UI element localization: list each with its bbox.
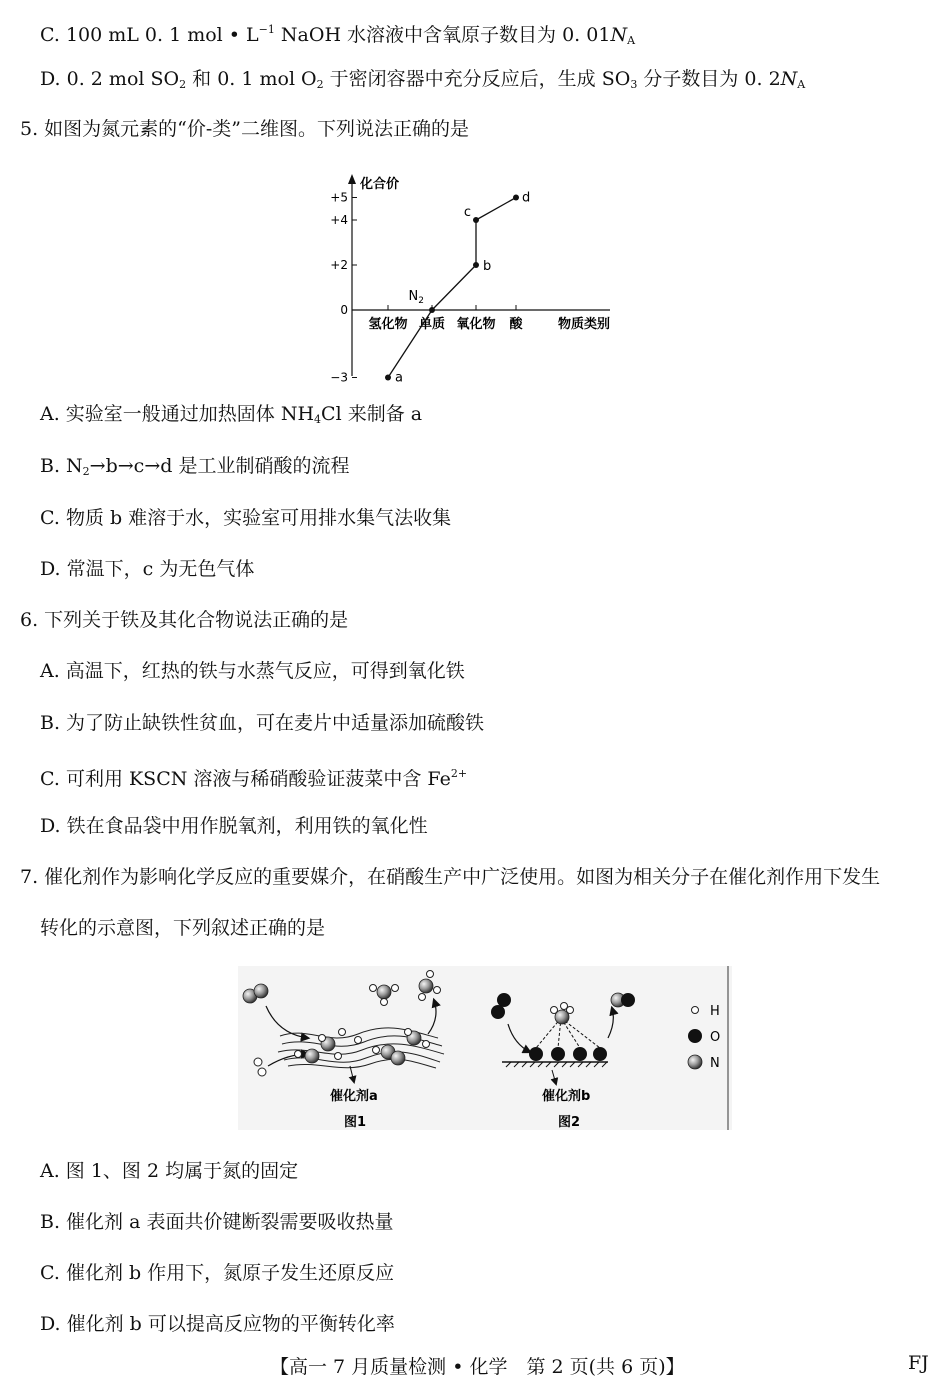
h-atom (295, 1051, 302, 1058)
y-tick-label: +5 (330, 190, 348, 205)
q6-option-b: B. 为了防止缺铁性贫血，可在麦片中适量添加硫酸铁 (40, 712, 485, 734)
no-o-atom (621, 993, 635, 1007)
q5-option-d: D. 常温下，c 为无色气体 (40, 558, 255, 580)
data-point (385, 375, 391, 381)
h-atom (373, 1047, 380, 1054)
h-atom (392, 985, 399, 992)
x-tick-label: 酸 (509, 317, 523, 332)
q4-option-c: C. 100 mL 0. 1 mol • $L^{-1}$ NaOH 水溶液中含氧原子数目为 0. $01N_A$ (40, 23, 636, 47)
q7-stem-line1: 7. 催化剂作为影响化学反应的重要媒介，在硝酸生产中广泛使用。如图为相关分子在催化剂作用下发生 (20, 866, 881, 888)
o-atom (593, 1047, 607, 1061)
q7-option-c: C. 催化剂 b 作用下，氮原子发生还原反应 (40, 1262, 395, 1284)
legend-o-label: O (710, 1030, 721, 1045)
data-point (473, 262, 479, 268)
n-atom (305, 1049, 319, 1063)
nh3-n-atom (377, 985, 391, 999)
h-atom (434, 987, 441, 994)
data-point (513, 195, 519, 201)
figure-2-label: 图2 (558, 1115, 581, 1130)
data-label: c (463, 205, 471, 220)
o-atom (551, 1047, 565, 1061)
h-atom (551, 1007, 558, 1014)
n2-atom (254, 984, 268, 998)
h-atom (319, 1035, 326, 1042)
series-line (432, 265, 476, 310)
series-line (476, 198, 516, 221)
h-atom (339, 1029, 346, 1036)
h-atom (423, 1041, 430, 1048)
q5-option-a: A. 实验室一般通过加热固体 $NH_4Cl$ 来制备 a (40, 403, 423, 426)
catalyst-figure (238, 966, 732, 1130)
h-atom (335, 1053, 342, 1060)
data-point (429, 307, 435, 313)
y-tick-label: +4 (330, 213, 348, 227)
q6-option-c: C. 可利用 KSCN 溶液与稀硝酸验证菠菜中含 $Fe^{2+}$ (40, 767, 468, 790)
h2-atom (254, 1058, 262, 1066)
q5-option-b: B. $N_2\to b\to c\to d$ 是工业制硝酸的流程 (40, 455, 350, 478)
h-atom (381, 999, 388, 1006)
y-tick-label: +2 (330, 258, 348, 272)
catalyst-b-label: 催化剂b (542, 1089, 591, 1104)
q6-option-d: D. 铁在食品袋中用作脱氧剂，利用铁的氧化性 (40, 815, 428, 837)
legend-n-symbol (688, 1055, 702, 1069)
data-point (473, 217, 479, 223)
valence-class-chart (326, 170, 626, 382)
data-label: a (395, 370, 403, 382)
legend-n-label: N (710, 1056, 720, 1071)
y-axis-label: 化合价 (360, 177, 400, 192)
y-axis-arrow (348, 174, 356, 184)
data-label: b (483, 259, 492, 274)
h2-atom (258, 1068, 266, 1076)
footer-title: 【高一 7 月质量检测 • 化学 第 2 页(共 6 页)】 (270, 1356, 685, 1378)
q7-stem-line2: 转化的示意图，下列叙述正确的是 (40, 917, 326, 939)
x-tick-label: 氢化物 (368, 317, 408, 332)
o-atom (573, 1047, 587, 1061)
catalyst-a-label: 催化剂a (330, 1089, 378, 1104)
h-atom (355, 1037, 362, 1044)
y-tick-label: 0 (340, 303, 348, 317)
h-atom (427, 971, 434, 978)
x-axis-label: 物质类别 (558, 317, 611, 332)
q6-stem: 6. 下列关于铁及其化合物说法正确的是 (20, 609, 349, 631)
q7-option-a: A. 图 1、图 2 均属于氮的固定 (40, 1160, 299, 1182)
x-tick-label: 氧化物 (456, 317, 496, 332)
figure-1-label: 图1 (344, 1115, 367, 1130)
q5-option-c: C. 物质 b 难溶于水，实验室可用排水集气法收集 (40, 507, 452, 529)
h-atom (419, 994, 426, 1001)
q4-option-d: D. 0. 2 mol $SO_2$ 和 0. 1 mol $O_2$ 于密闭容器中充分反应后，生成 $SO_3$ 分子数目为 0. $2N_A$ (40, 68, 806, 91)
q6-option-a: A. 高温下，红热的铁与水蒸气反应，可得到氧化铁 (40, 660, 465, 682)
figure-background (238, 966, 732, 1130)
q5-stem: 5. 如图为氮元素的“价-类”二维图。下列说法正确的是 (20, 118, 470, 140)
h-atom (370, 985, 377, 992)
x-tick-label: 单质 (418, 317, 446, 332)
o-atom (497, 993, 511, 1007)
data-label: $N_2$ (408, 289, 424, 306)
footer-code: FJ (908, 1352, 929, 1374)
data-label: d (522, 190, 531, 206)
legend-o-symbol (688, 1029, 702, 1043)
o-atom (491, 1005, 505, 1019)
h-atom (405, 1029, 412, 1036)
q7-option-d: D. 催化剂 b 可以提高反应物的平衡转化率 (40, 1313, 395, 1335)
data-label-subscript: 2 (418, 296, 424, 306)
y-tick-label: −3 (330, 370, 348, 382)
nh3-n-atom (419, 979, 433, 993)
legend-h-symbol (692, 1007, 699, 1014)
legend-h-label: H (710, 1004, 720, 1019)
h-atom (561, 1003, 568, 1010)
q7-option-b: B. 催化剂 a 表面共价键断裂需要吸收热量 (40, 1211, 394, 1233)
o-atom (529, 1047, 543, 1061)
n-atom (391, 1051, 405, 1065)
